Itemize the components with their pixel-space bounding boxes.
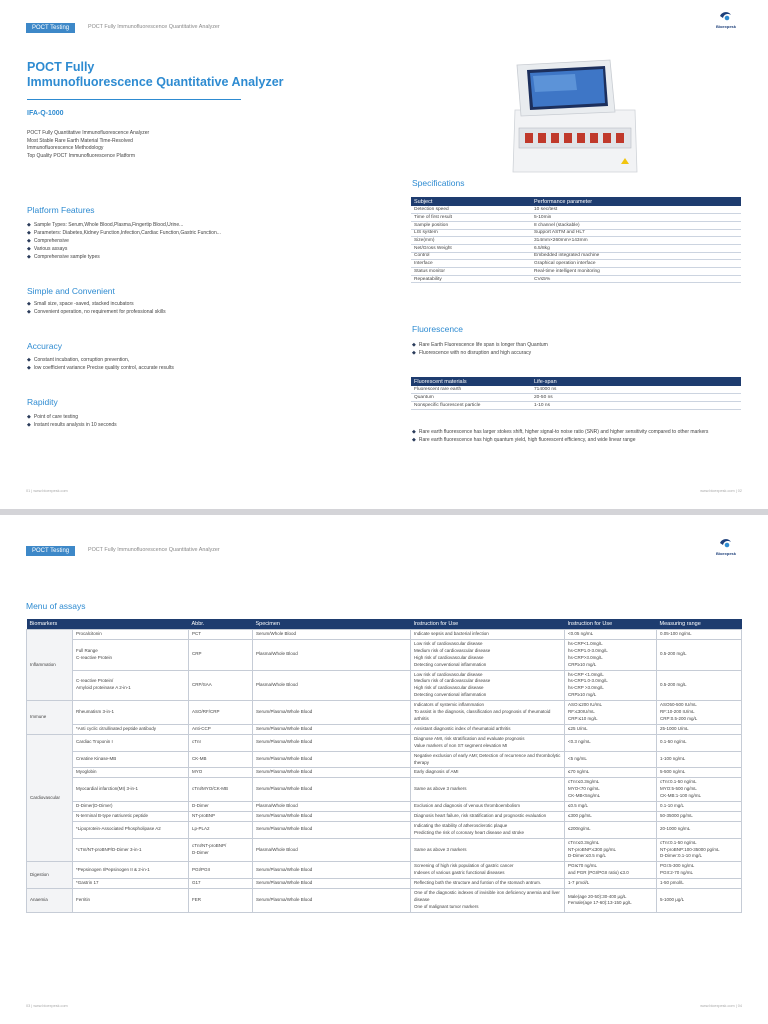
instruction-cell: Same as above 3 markers: [411, 838, 565, 862]
table-row: [27, 879, 742, 889]
product-title-line1: POCT Fully: [27, 60, 95, 74]
menu-of-assays-heading: Menu of assays: [26, 601, 86, 611]
abbr-cell: CRP: [189, 639, 253, 670]
material-cell: Nonspecific fluorescent particle: [411, 401, 531, 409]
table-row: [411, 386, 741, 394]
reference-cell: cTnI:≤0.3ng/mL NT-proBNP:≤300 pg/mL D-Dimer:≤0.5 mg/L: [565, 838, 657, 862]
reference-cell: <5 ng/mL: [565, 751, 657, 768]
table-row: [27, 768, 742, 778]
reference-cell: <0.3 ng/mL: [565, 734, 657, 751]
specimen-cell: Serum/Plasma/Whole Blood: [253, 724, 411, 734]
list-item: ◆ Constant incubation, corruption prevention,: [27, 356, 174, 364]
table-row: [27, 838, 742, 862]
footer-right: www.bioexpesk.com | 02: [700, 489, 742, 493]
range-cell: 0.1-50 ng/mL: [657, 734, 742, 751]
range-cell: 5-1000 μg/L: [657, 889, 742, 913]
platform-features-heading: Platform Features: [27, 205, 95, 215]
specimen-cell: Serum/Plasma/Whole Blood: [253, 768, 411, 778]
abbr-cell: CK-MB: [189, 751, 253, 768]
spec-subject-cell: Status monitor: [411, 268, 531, 276]
brand-logo: [712, 10, 740, 32]
table-row: [411, 260, 741, 268]
fluor-col-lifespan: Life-span: [531, 377, 741, 386]
col-instruction: Instruction for Use: [411, 619, 565, 630]
reference-cell: PGI≤70 ng/mL and PGR (PGI/PGII ratio) ≤3.0: [565, 862, 657, 879]
range-cell: ASO50-500 IU/mL RF:10-200 IU/mL CRP:0.5-200 mg/L: [657, 701, 742, 725]
col-reference: Instruction for Use: [565, 619, 657, 630]
list-item: ◆ Instant results analysis in 10 seconds: [27, 421, 117, 429]
range-cell: 0.05-100 ng/mL: [657, 630, 742, 640]
list-item: ◆ Rare earth fluorescence has larger stokes shift, higher signal-to noise ratio (SNR) and higher sensitivity compared to other markers: [412, 428, 742, 436]
list-item: ◆ low coefficient variance Precise quality control, accurate results: [27, 364, 174, 372]
instruction-cell: Indicators of systemic inflammation To assist in the diagnosis, classification and prognosis of rheumatoid arthritis: [411, 701, 565, 725]
assay-name-cell: D-Dimer(D-Dimer): [73, 802, 189, 812]
table-row: [411, 221, 741, 229]
assay-name-cell: *Anti cyclic citrullinated peptide antibody: [73, 724, 189, 734]
accuracy-list: [27, 356, 174, 372]
assay-name-cell: *Pepsinogen I/Pepsinogen II & 2-in-1: [73, 862, 189, 879]
lifespan-cell: 714000 ns: [531, 386, 741, 394]
list-item: ◆ Rare Earth Fluorescence life span is longer than Quantum: [412, 341, 548, 349]
abbr-cell: ASO/RF/CRP: [189, 701, 253, 725]
instruction-cell: Indicate sepsis and bacterial infection: [411, 630, 565, 640]
lifespan-cell: 20-50 ns: [531, 394, 741, 402]
spec-subject-cell: Size(mm): [411, 237, 531, 245]
specimen-cell: Serum/Plasma/Whole Blood: [253, 751, 411, 768]
list-item: ◆ Fluorescence with no disruption and high accuracy: [412, 349, 548, 357]
specimen-cell: Plasma/Whole Blood: [253, 639, 411, 670]
table-row: [27, 802, 742, 812]
specimen-cell: Serum/Plasma/Whole Blood: [253, 862, 411, 879]
abbr-cell: PCT: [189, 630, 253, 640]
spec-col-subject: Subject: [411, 197, 531, 206]
range-cell: cTnI:0.1-50 ng/mL MYO:5-500 ng/mL CK-MB:1-100 ng/mL: [657, 778, 742, 802]
table-row: [27, 778, 742, 802]
spec-value-cell: 8 channel (stackable): [531, 221, 741, 229]
spec-col-performance: Performance parameter: [531, 197, 741, 206]
spec-value-cell: 5-10min: [531, 214, 741, 222]
assay-rows: [27, 630, 742, 913]
abbr-cell: G17: [189, 879, 253, 889]
fluorescence-heading: Fluorescence: [412, 324, 464, 334]
list-item: ◆ Parameters: Diabetes,Kidney Function,Infection,Cardiac Function,Gastric Function...: [27, 229, 221, 237]
biomarker-group-cell: Anaemia: [27, 889, 73, 913]
accuracy-heading: Accuracy: [27, 341, 62, 351]
fluorescence-list: [412, 341, 548, 357]
list-item: ◆ Small size, space -saved, stacked incubators: [27, 300, 166, 308]
spec-rows: [411, 206, 741, 283]
abbr-cell: FER: [189, 889, 253, 913]
assay-name-cell: Rheumatism 3-in-1: [73, 701, 189, 725]
instruction-cell: Exclusion and diagnosis of venous thromboembolism: [411, 802, 565, 812]
logo-icon: [719, 10, 732, 22]
fluor-col-material: Fluorescent materials: [411, 377, 531, 386]
spec-value-cell: CV≤5%: [531, 275, 741, 283]
table-row: [27, 811, 742, 821]
specimen-cell: Serum/Plasma/Whole Blood: [253, 778, 411, 802]
list-item: ◆ Point of care testing: [27, 413, 117, 421]
intro-line: Most Stable Rare Earth Material Time-Resolved: [27, 137, 133, 144]
specifications-table: [411, 197, 741, 283]
assay-name-cell: Creatine Kinase-MB: [73, 751, 189, 768]
range-cell: 25-1000 U/mL: [657, 724, 742, 734]
table-row: [27, 734, 742, 751]
range-cell: 1-100 ng/mL: [657, 751, 742, 768]
instruction-cell: Assistant diagnostic index of rheumatoid arthritis: [411, 724, 565, 734]
spec-subject-cell: Sample position: [411, 221, 531, 229]
header-subtitle: POCT Fully Immunofluorescence Quantitative Analyzer: [88, 24, 220, 30]
instruction-cell: Reflecting both the structure and funtion of the stomach antrum.: [411, 879, 565, 889]
specimen-cell: Serum/Plasma/Whole Blood: [253, 879, 411, 889]
assay-name-cell: *Gastrin 17: [73, 879, 189, 889]
table-row: [27, 862, 742, 879]
list-item: ◆ Comprehensive sample types: [27, 253, 221, 261]
abbr-cell: MYO: [189, 768, 253, 778]
instruction-cell: Diagnose AMI, risk stratification and evaluate prognosis Value markers of non ST segment elevation MI: [411, 734, 565, 751]
list-item: ◆ Convenient operation, no requirement for professional skills: [27, 308, 166, 316]
table-row: [27, 889, 742, 913]
specimen-cell: Serum/Whole Blood: [253, 630, 411, 640]
product-title: [27, 60, 284, 90]
spec-subject-cell: Interface: [411, 260, 531, 268]
specimen-cell: Serum/Plasma/Whole Blood: [253, 889, 411, 913]
table-row: [411, 229, 741, 237]
assay-name-cell: Myocardial infarction(MI) 3-in-1: [73, 778, 189, 802]
table-row: [27, 701, 742, 725]
reference-cell: hs-CRP<1.0mg/L hs-CRP1.0-3.0mg/L hs-CRP>3.0mg/L CRP≥10 mg/L: [565, 639, 657, 670]
biomarker-group-cell: Digestion: [27, 862, 73, 889]
rapidity-list: [27, 413, 117, 429]
range-cell: 1-50 pmol/L: [657, 879, 742, 889]
spec-subject-cell: Detection speed: [411, 206, 531, 214]
col-biomarkers: Biomarkers: [27, 619, 73, 630]
list-item: ◆ Sample Types: Serum,Whole Blood,Plasma,Fingertip Blood,Urine...: [27, 221, 221, 229]
table-row: [27, 821, 742, 838]
reference-cell: ≤25 U/mL: [565, 724, 657, 734]
rapidity-heading: Rapidity: [27, 397, 58, 407]
list-item: ◆ Rare earth fluorescence has high quantum yield, high fluorescent efficiency, and wide linear range: [412, 436, 742, 444]
assay-name-cell: C-reactive Protein/ Amyloid proteinase A 2-in-1: [73, 670, 189, 701]
table-row: [411, 275, 741, 283]
instruction-cell: Low risk of cardiovascular disease Medium risk of cardiovascular disease High risk of cardiovascular disease Detecting conventional inflammation: [411, 639, 565, 670]
list-item: ◆ Various assays: [27, 245, 221, 253]
specimen-cell: Serum/Plasma/Whole Blood: [253, 811, 411, 821]
footer-left: 03 | www.bioexpesk.com: [26, 1004, 68, 1008]
platform-features-list: [27, 221, 221, 261]
table-row: [411, 401, 741, 409]
product-title-line2: Immunofluorescence Quantitative Analyzer: [27, 75, 284, 89]
instruction-cell: Low risk of cardiovascular disease Medium risk of cardiovascular disease High risk of cardiovascular disease Detecting conventional inflammation: [411, 670, 565, 701]
logo-wordmark: Bioexpesk: [715, 551, 736, 556]
intro-text: [27, 130, 149, 160]
table-row: [411, 206, 741, 214]
assay-name-cell: *Lipoprotein-Associated Phospholipase A2: [73, 821, 189, 838]
instruction-cell: Screening of high risk population of gastric cancer Indexes of various gastric functional diseases: [411, 862, 565, 879]
reference-cell: ASO:≤200 IU/mL RF:≤30IU/mL CRP:≤10 mg/L: [565, 701, 657, 725]
range-cell: 0.5-200 mg/L: [657, 670, 742, 701]
assay-name-cell: N-terminal B-type natriuretic peptide: [73, 811, 189, 821]
list-item: ◆ Comprehensive: [27, 237, 221, 245]
fluorescent-materials-table: [411, 377, 741, 410]
reference-cell: ≤300 pg/mL: [565, 811, 657, 821]
spec-value-cell: Embedded integrated machine: [531, 252, 741, 260]
table-row: [411, 244, 741, 252]
simple-list: [27, 300, 166, 316]
specimen-cell: Serum/Plasma/Whole Blood: [253, 734, 411, 751]
table-row: [411, 268, 741, 276]
brochure-page-1: [0, 0, 768, 509]
instruction-cell: Early diagnosis of AMI: [411, 768, 565, 778]
spec-subject-cell: LIS system: [411, 229, 531, 237]
col-abbr: Abbr.: [189, 619, 253, 630]
abbr-cell: PGI/PGII: [189, 862, 253, 879]
col-range: Measuring range: [657, 619, 742, 630]
reference-cell: hs-CRP <1.0mg/L hs-CRP1.0-3.0mg/L hs-CRP >3.0mg/L CRP≥10 mg/L: [565, 670, 657, 701]
instruction-cell: Same as above 3 markers: [411, 778, 565, 802]
assay-name-cell: *cTnI/NT-proBNP/D-Dimer 3-in-1: [73, 838, 189, 862]
header-subtitle: POCT Fully Immunofluorescence Quantitative Analyzer: [88, 547, 220, 553]
spec-subject-cell: Net/Gross Weight: [411, 244, 531, 252]
title-divider: [27, 99, 241, 100]
specifications-heading: Specifications: [412, 178, 465, 188]
section-tag: POCT Testing: [26, 546, 75, 556]
table-row: [411, 214, 741, 222]
spec-value-cell: Real-time intelligent monitoring: [531, 268, 741, 276]
biomarker-group-cell: Cardiovascular: [27, 734, 73, 862]
abbr-cell: NT-proBNP: [189, 811, 253, 821]
table-row: [27, 670, 742, 701]
biomarker-group-cell: Inflammation: [27, 630, 73, 701]
specimen-cell: Serum/Plasma/Whole Blood: [253, 701, 411, 725]
specimen-cell: Serum/Plasma/Whole Blood: [253, 821, 411, 838]
specimen-cell: Plasma/Whole Blood: [253, 838, 411, 862]
reference-cell: ≤0.5 mg/L: [565, 802, 657, 812]
abbr-cell: CRP/SAA: [189, 670, 253, 701]
assay-name-cell: Full Range C-reactive Protein: [73, 639, 189, 670]
footer-right: www.bioexpesk.com | 04: [700, 1004, 742, 1008]
spec-value-cell: Support ASTM and HL7: [531, 229, 741, 237]
abbr-cell: Lp-PLA2: [189, 821, 253, 838]
col-name: [73, 619, 189, 630]
col-specimen: Specimen: [253, 619, 411, 630]
assay-name-cell: Myoglobin: [73, 768, 189, 778]
reference-cell: Male(age 20-50):30-400 μg/L Female(age 17-60):13-150 μg/L: [565, 889, 657, 913]
assay-name-cell: Cardiac Troponin I: [73, 734, 189, 751]
model-number: IFA-Q-1000: [27, 110, 64, 117]
brochure-page-2: [0, 515, 768, 1024]
instruction-cell: Indicating the stability of atherosclerotic plaque Predicting the risk of coronary heart disease and stroke: [411, 821, 565, 838]
fluorescence-notes: [412, 428, 742, 444]
spec-value-cell: 6.5/8kg: [531, 244, 741, 252]
specimen-cell: Plasma/Whole Blood: [253, 802, 411, 812]
reference-cell: 1-7 pmol/L: [565, 879, 657, 889]
assay-name-cell: Procalcitonin: [73, 630, 189, 640]
logo-icon: [719, 537, 732, 549]
material-cell: Quantum: [411, 394, 531, 402]
range-cell: 0.5-200 mg/L: [657, 639, 742, 670]
simple-heading: Simple and Convenient: [27, 286, 115, 296]
instruction-cell: One of the diagnostic indexes of invisible iron deficiency anemia and liver disease One of malignant tumor markers: [411, 889, 565, 913]
instruction-cell: Negative exclusion of early AMI; Detection of recurrence and thrombolytic therapy: [411, 751, 565, 768]
reference-cell: cTnI:≤0.3ng/mL MYO<70 ng/mL CK-MB<5ng/mL: [565, 778, 657, 802]
brand-logo: [712, 537, 740, 559]
table-row: [27, 639, 742, 670]
range-cell: 0.1-10 mg/L: [657, 802, 742, 812]
range-cell: 50-35000 pg/mL: [657, 811, 742, 821]
specimen-cell: Plasma/Whole Blood: [253, 670, 411, 701]
reference-cell: ≤70 ng/mL: [565, 768, 657, 778]
spec-value-cell: 10 sec/test: [531, 206, 741, 214]
section-tag: POCT Testing: [26, 23, 75, 33]
lifespan-cell: 1-10 ns: [531, 401, 741, 409]
range-cell: 5-500 ng/mL: [657, 768, 742, 778]
abbr-cell: Anti-CCP: [189, 724, 253, 734]
analyzer-device-image: [505, 50, 645, 180]
table-row: [411, 237, 741, 245]
range-cell: cTnI:0.1-50 ng/mL NT-proBNP:100-35000 pg/mL D-Dimer:0.1-10 mg/L: [657, 838, 742, 862]
intro-line: Top Quality POCT Immunofluorescence Platform: [27, 152, 136, 159]
reference-cell: <0.05 ng/mL: [565, 630, 657, 640]
reference-cell: ≤200ng/mL: [565, 821, 657, 838]
abbr-cell: cTnI/NT-proBNP/ D-Dimer: [189, 838, 253, 862]
table-row: [411, 252, 741, 260]
intro-line: Immunofluorescence Methodology: [27, 145, 104, 151]
fluor-rows: [411, 386, 741, 409]
spec-value-cell: Graphical operation interface: [531, 260, 741, 268]
spec-value-cell: 314mm×260mm×143mm: [531, 237, 741, 245]
abbr-cell: cTnI/MYO/CK-MB: [189, 778, 253, 802]
biomarker-group-cell: Immune: [27, 701, 73, 735]
assay-name-cell: Ferritin: [73, 889, 189, 913]
footer-left: 01 | www.bioexpesk.com: [26, 489, 68, 493]
table-row: [27, 724, 742, 734]
abbr-cell: D-Dimer: [189, 802, 253, 812]
intro-line: POCT Fully Quantitative Immunofluorescence Analyzer: [27, 130, 150, 136]
spec-subject-cell: Control: [411, 252, 531, 260]
logo-wordmark: Bioexpesk: [715, 24, 736, 29]
spec-subject-cell: Repeatability: [411, 275, 531, 283]
range-cell: 20-1000 ng/mL: [657, 821, 742, 838]
instruction-cell: Diagnosis heart failure, risk stratification and prognostic evaluation: [411, 811, 565, 821]
material-cell: Fluorescent rare earth: [411, 386, 531, 394]
table-row: [27, 751, 742, 768]
spec-subject-cell: Time of first result: [411, 214, 531, 222]
abbr-cell: cTnI: [189, 734, 253, 751]
range-cell: PGI:5-300 ng/mL PGII:2-70 ng/mL: [657, 862, 742, 879]
table-row: [27, 630, 742, 640]
assay-table: [26, 619, 742, 913]
table-row: [411, 394, 741, 402]
